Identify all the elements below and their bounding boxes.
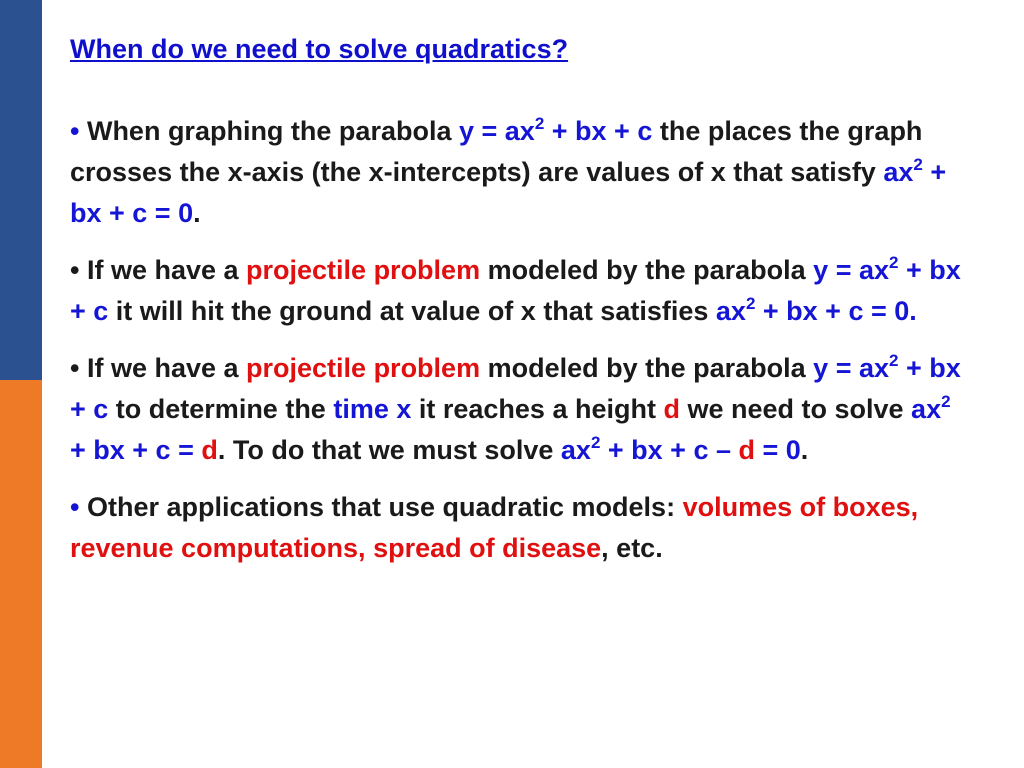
bullet-text: • If we have a bbox=[70, 255, 247, 286]
bullet-list bbox=[70, 111, 970, 569]
bullet-text: it will hit the ground at value of x that satisfies bbox=[108, 296, 716, 327]
highlighted-text: ax bbox=[911, 394, 942, 425]
sidebar-accent-top bbox=[0, 0, 42, 380]
bullet-text: modeled by the parabola bbox=[480, 353, 814, 384]
highlighted-text: + bx + c = bbox=[70, 435, 202, 466]
sidebar-accent-bottom bbox=[0, 380, 42, 768]
superscript-exponent: 2 bbox=[913, 155, 923, 175]
bullet-text: When graphing the parabola bbox=[79, 116, 459, 147]
bullet-item bbox=[70, 348, 970, 471]
slide-content bbox=[70, 33, 970, 585]
bullet-text: to determine the bbox=[108, 394, 334, 425]
slide-title: When do we need to solve quadratics? bbox=[70, 34, 569, 64]
highlighted-text: ax bbox=[883, 157, 914, 188]
highlighted-text: = 0 bbox=[755, 435, 801, 466]
superscript-exponent: 2 bbox=[745, 294, 756, 314]
highlighted-text: • bbox=[70, 116, 80, 147]
bullet-item bbox=[70, 487, 970, 569]
highlighted-text: + bx + c – bbox=[600, 435, 739, 466]
highlighted-text: projectile problem bbox=[246, 353, 481, 384]
bullet-text: , etc. bbox=[601, 533, 663, 564]
bullet-text: • If we have a bbox=[70, 353, 247, 384]
highlighted-text: ax bbox=[560, 435, 591, 466]
highlighted-text: y = ax bbox=[813, 255, 889, 286]
highlighted-text: ax bbox=[715, 296, 746, 327]
bullet-text: modeled by the parabola bbox=[480, 255, 814, 286]
bullet-text: the places the graph crosses the x-axis (the x-intercepts) are values of x that satisfy bbox=[70, 116, 923, 188]
superscript-exponent: 2 bbox=[889, 253, 899, 273]
superscript-exponent: 2 bbox=[590, 433, 601, 453]
highlighted-text: + bx + c bbox=[544, 116, 653, 147]
highlighted-text: + bx + c bbox=[70, 353, 961, 425]
highlighted-text: d bbox=[201, 435, 218, 466]
bullet-text: Other applications that use quadratic models: bbox=[79, 492, 683, 523]
bullet-text: . To do that we must solve bbox=[217, 435, 561, 466]
bullet-item bbox=[70, 250, 970, 332]
highlighted-text: y = ax bbox=[813, 353, 889, 384]
highlighted-text: + bx + c = 0 bbox=[70, 157, 947, 229]
highlighted-text: + bx + c bbox=[70, 255, 961, 327]
highlighted-text: volumes of boxes, revenue computations, spread of disease bbox=[70, 492, 919, 564]
bullet-text: it reaches a height bbox=[411, 394, 664, 425]
highlighted-text: projectile problem bbox=[246, 255, 481, 286]
highlighted-text: + bx + c = 0. bbox=[755, 296, 917, 327]
bullet-text: we need to solve bbox=[679, 394, 912, 425]
bullet-item bbox=[70, 111, 970, 234]
highlighted-text: d bbox=[738, 435, 755, 466]
bullet-text: . bbox=[800, 435, 809, 466]
highlighted-text: time x bbox=[333, 394, 412, 425]
highlighted-text: y = ax bbox=[458, 116, 535, 147]
bullet-text: . bbox=[193, 198, 201, 229]
highlighted-text: d bbox=[663, 394, 680, 425]
superscript-exponent: 2 bbox=[941, 392, 951, 412]
superscript-exponent: 2 bbox=[534, 114, 545, 134]
highlighted-text: • bbox=[70, 492, 80, 523]
superscript-exponent: 2 bbox=[889, 351, 899, 371]
